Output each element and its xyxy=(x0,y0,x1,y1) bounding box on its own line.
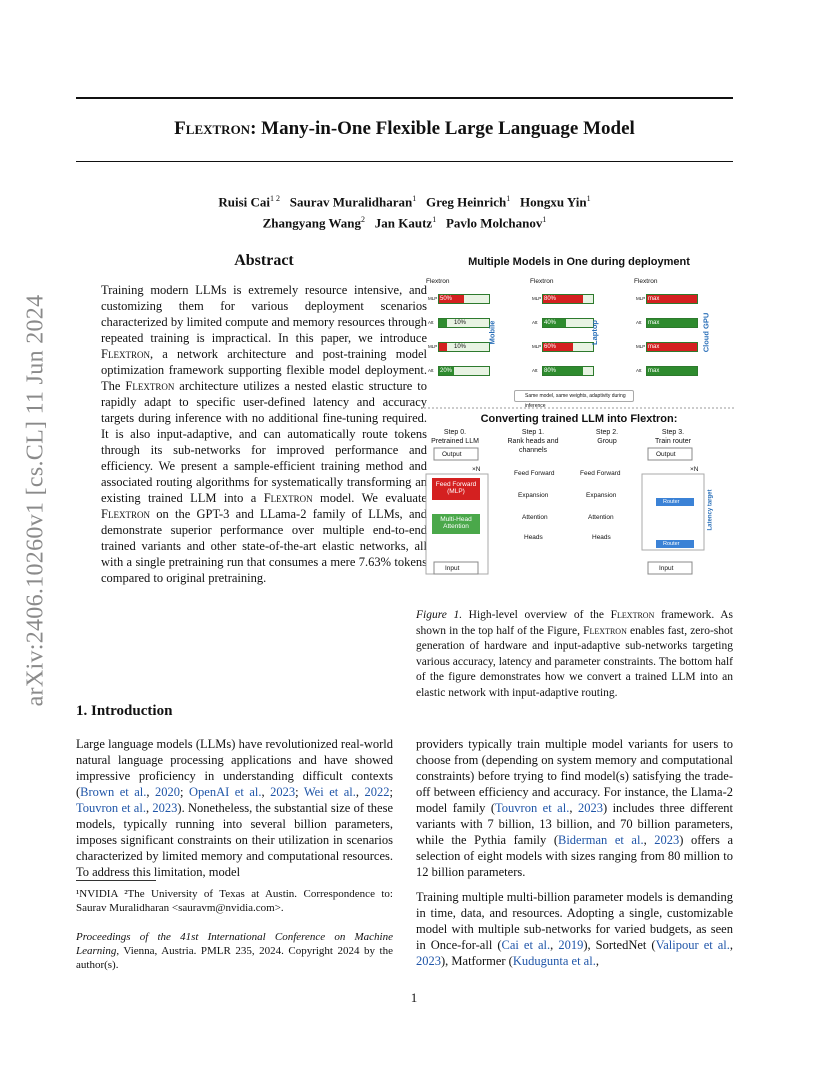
body-text: , xyxy=(643,833,655,847)
repeat-n-label: ×N xyxy=(690,466,699,473)
author-affiliation: 1 xyxy=(412,194,417,203)
arxiv-identifier xyxy=(6,220,66,780)
arxiv-id-text: arXiv:2406.10260v1 [cs.CL] 11 Jun 2024 xyxy=(22,294,49,706)
citation-link[interactable]: Brown et al. xyxy=(80,785,147,799)
capacity-value: 80% xyxy=(544,296,557,302)
body-text: ) offers a selection of eight models with sizes ranging from 80 million to 12 billion parameters. xyxy=(416,833,734,879)
abstract-flextron: Flextron xyxy=(101,347,150,361)
panel-row xyxy=(634,364,702,378)
intro-text: ; xyxy=(180,785,190,799)
title-top-rule xyxy=(76,97,733,99)
step-subtitle: Rank heads and channels xyxy=(507,438,559,454)
step-title: Step 3. xyxy=(661,429,685,436)
panel-row xyxy=(634,316,702,330)
citation-link[interactable]: 2022 xyxy=(364,785,390,799)
panel-label: Flextron xyxy=(530,278,554,285)
body-paragraph xyxy=(416,736,733,880)
paper-title xyxy=(76,118,733,140)
abstract-flextron: Flextron xyxy=(125,379,175,393)
row-tag: MLP xyxy=(428,296,438,301)
citation-link[interactable]: Touvron et al. xyxy=(76,801,146,815)
panel-row xyxy=(530,292,598,306)
abstract-flextron: Flextron xyxy=(101,507,150,521)
capacity-value: max xyxy=(648,320,660,326)
author-name: Hongxu Yin xyxy=(520,194,587,210)
body-text: providers typically train multiple model variants for users to choose from (depending on system memory and computational constraints) before trying to find model(s) satisfying the trade-off between efficiency and accuracy. For instance, the Llama-2 model family ( xyxy=(416,737,733,815)
citation-link[interactable]: Wei et al. xyxy=(303,785,356,799)
citation-link[interactable]: 2020 xyxy=(155,785,181,799)
body-text: , xyxy=(595,954,599,968)
abstract-text: model. We evaluate xyxy=(312,491,427,505)
intro-text: Large language models (LLMs) have revolutionized real-world natural language processing applications and have showed impressive proficiency in understanding difficult contexts ( xyxy=(76,737,393,799)
citation-link[interactable]: Kudugunta et al. xyxy=(512,954,596,968)
figure-bottom-title: Converting trained LLM into Flextron: xyxy=(480,413,678,425)
input-label: Input xyxy=(659,565,674,572)
author-name: Pavlo Molchanov xyxy=(445,215,543,231)
capacity-fill xyxy=(439,319,447,327)
step-title: Step 0. xyxy=(443,429,467,436)
figure-top-title: Multiple Models in One during deployment xyxy=(468,256,690,268)
author-name: Jan Kautz xyxy=(374,215,433,231)
body-text: ) includes three different variants with 7 billion, 13 billion, and 70 billion parameters, while the Pythia family ( xyxy=(416,801,733,847)
author-name: Zhangyang Wang xyxy=(262,215,362,231)
row-tag: MLP xyxy=(532,296,542,301)
panel-row xyxy=(426,340,494,354)
step-3 xyxy=(638,428,708,446)
capacity-value: 10% xyxy=(454,344,467,350)
panel-row xyxy=(634,292,702,306)
page-number: 1 xyxy=(410,990,418,1005)
router-label: Router xyxy=(663,541,680,547)
abstract-heading: Abstract xyxy=(234,252,294,269)
proceedings-venue: Proceedings of the 41st International Conference on Machine Learning xyxy=(76,931,393,957)
citation-link[interactable]: 2023 xyxy=(152,801,178,815)
row-tag: Att xyxy=(532,320,538,325)
caption-label: Figure 1. xyxy=(416,609,463,621)
proceedings-note xyxy=(76,930,393,972)
citation-link[interactable]: 2023 xyxy=(654,833,680,847)
row-tag: Att xyxy=(636,320,642,325)
flextron-panel xyxy=(634,278,702,410)
stack-box-step3 xyxy=(642,474,704,550)
intro-paragraph xyxy=(76,736,393,880)
abstract-text: architecture utilizes a nested elastic structure to rapidly adapt to specific user-defined latency and accuracy targets during inference with no additional fine-tuning required. It is also input-adaptive, and can automatically route tokens through its sub-networks for improved performance and efficiency. We present a sample-efficient training method and associated routing algorithms for systematically transforming an existing trained LLM into a xyxy=(101,379,427,505)
flextron-panel xyxy=(426,278,497,410)
caption-text: framework. As shown in the top half of the Figure, xyxy=(416,609,733,637)
capacity-value: 40% xyxy=(544,320,557,326)
author-list xyxy=(76,190,733,233)
capacity-value: 80% xyxy=(544,368,557,374)
figure-legend: Same model, same weights, adaptivity during inference xyxy=(514,390,634,402)
right-column-body xyxy=(416,736,733,969)
body-text: , xyxy=(550,938,559,952)
row-tag: Att xyxy=(636,368,642,373)
step-subtitle: Pretrained LLM xyxy=(431,438,479,445)
caption-text: enables fast, zero-shot generation of hardware and input-adaptive sub-networks targeting various accuracy, latency and parameter constraints. The bottom half of the figure demonstrates how we convert a trained LLM into an elastic network with input-adaptive routing. xyxy=(416,624,733,699)
intro-text: ; xyxy=(295,785,304,799)
attention-label: Attention xyxy=(522,514,548,521)
body-text: Training multiple multi-billion parameter models is demanding in time, data, and resources. Adopting a single, customizable model with multiple sub-networks for varied budgets, as seen in Once-for-all ( xyxy=(416,890,733,952)
author-name: Saurav Muralidharan xyxy=(289,194,413,210)
panel-row xyxy=(426,316,494,330)
caption-flextron: Flextron xyxy=(583,624,627,637)
abstract-body xyxy=(101,282,427,586)
row-tag: MLP xyxy=(532,344,542,349)
step-title: Step 1. xyxy=(521,429,545,436)
heads-label: Heads xyxy=(592,534,611,541)
step-title: Step 2. xyxy=(595,429,619,436)
author-name: Ruisi Cai xyxy=(218,194,271,210)
capacity-value: 10% xyxy=(454,320,467,326)
capacity-value: max xyxy=(648,296,660,302)
output-label: Output xyxy=(442,451,462,458)
device-label: Mobile xyxy=(487,320,497,345)
panel-row xyxy=(530,364,598,378)
author-affiliation: 1 xyxy=(506,194,511,203)
latency-target-label: Latency target xyxy=(707,489,714,531)
capacity-fill xyxy=(439,343,447,351)
intro-text: , xyxy=(261,785,271,799)
author-affiliation: 1 xyxy=(432,215,437,225)
abstract-text: , a network architecture and post-training model optimization framework supporting flexible model deployment. The xyxy=(101,347,427,393)
figure-caption xyxy=(416,608,733,701)
ffn-label: Feed Forward (MLP) xyxy=(435,481,477,495)
caption-flextron: Flextron xyxy=(610,609,655,621)
citation-link[interactable]: 2023 xyxy=(270,785,296,799)
citation-link[interactable]: Touvron et al. xyxy=(495,801,570,815)
router-label: Router xyxy=(663,499,680,505)
step-0 xyxy=(420,428,490,446)
row-tag: MLP xyxy=(428,344,438,349)
heads-label: Heads xyxy=(524,534,543,541)
body-text: ), SortedNet ( xyxy=(583,938,656,952)
row-tag: Att xyxy=(428,320,434,325)
body-text: , xyxy=(569,801,578,815)
panel-row xyxy=(634,340,702,354)
intro-text: , xyxy=(145,801,153,815)
proceedings-rest: , Vienna, Austria. PMLR 235, 2024. Copyright 2024 by the author(s). xyxy=(76,945,393,971)
author-affiliation: 1 xyxy=(586,194,591,203)
step-subtitle: Train router xyxy=(655,438,691,445)
author-affiliation: 2 xyxy=(361,215,366,225)
device-label: Cloud GPU xyxy=(701,312,711,353)
panel-row xyxy=(426,292,494,306)
row-tag: Att xyxy=(428,368,434,373)
title-rest: : Many-in-One Flexible Large Language Model xyxy=(250,118,635,139)
citation-link[interactable]: 2023 xyxy=(416,954,441,968)
caption-text: High-level overview of the xyxy=(462,609,611,621)
author-line-1 xyxy=(76,190,733,211)
abstract-text: Training modern LLMs is extremely resource intensive, and customizing them for various deployment scenarios characterized by limited compute and memory resources through repeated training is impractical. In this paper, we introduce xyxy=(101,283,427,345)
body-text: , xyxy=(729,938,734,952)
body-text: ), Matformer ( xyxy=(441,954,513,968)
panel-label: Flextron xyxy=(634,278,658,285)
feed-forward-label: Feed Forward xyxy=(580,470,621,477)
output-label: Output xyxy=(656,451,676,458)
section-heading-introduction: 1. Introduction xyxy=(76,703,173,719)
panel-row xyxy=(530,340,598,354)
intro-text: , xyxy=(146,785,156,799)
input-label: Input xyxy=(445,565,460,572)
citation-link[interactable]: Cai et al. xyxy=(501,938,551,952)
citation-link[interactable]: 2023 xyxy=(577,801,603,815)
abstract-flextron: Flextron xyxy=(263,491,313,505)
author-name: Greg Heinrich xyxy=(425,194,507,210)
expansion-label: Expansion xyxy=(518,492,549,499)
repeat-n-label: ×N xyxy=(472,466,481,473)
intro-text: ; xyxy=(389,785,394,799)
panel-label: Flextron xyxy=(426,278,450,285)
author-affiliation: 1 xyxy=(542,215,547,225)
citation-link[interactable]: 2019 xyxy=(558,938,584,952)
row-tag: Att xyxy=(532,368,538,373)
abstract-text: on the GPT-3 and LLama-2 family of LLMs, and demonstrate superior performance over multiple end-to-end trained variants and other state-of-the-art elastic networks, all with a single pretraining run that consumes a mere 7.63% tokens compared to original pretraining. xyxy=(101,507,427,585)
capacity-value: 60% xyxy=(544,344,557,350)
citation-link[interactable]: Biderman et al. xyxy=(558,833,644,847)
device-label: Laptop xyxy=(590,320,599,345)
row-tag: MLP xyxy=(636,344,646,349)
row-tag: MLP xyxy=(636,296,646,301)
step-2 xyxy=(572,428,642,446)
attention-label: Attention xyxy=(588,514,614,521)
feed-forward-label: Feed Forward xyxy=(514,470,555,477)
body-paragraph xyxy=(416,889,733,969)
capacity-value: max xyxy=(648,344,660,350)
citation-link[interactable]: Valipour et al. xyxy=(655,938,730,952)
title-bottom-rule xyxy=(76,161,733,162)
panel-row xyxy=(426,364,494,378)
affiliation-footnote: ¹NVIDIA ²The University of Texas at Austin. Correspondence to: Saurav Muralidharan <sauravm@nvidia.com>. xyxy=(76,888,393,914)
figure-1 xyxy=(420,252,738,592)
footnote-rule xyxy=(76,880,156,881)
author-line-2 xyxy=(76,211,733,232)
step-subtitle: Group xyxy=(597,438,617,445)
capacity-value: 50% xyxy=(440,296,453,302)
capacity-value: max xyxy=(648,368,660,374)
expansion-label: Expansion xyxy=(586,492,617,499)
author-affiliation: 1 2 xyxy=(270,194,281,203)
panel-row xyxy=(530,316,598,330)
intro-text: , xyxy=(355,785,365,799)
step-1 xyxy=(498,428,568,455)
capacity-value: 20% xyxy=(440,368,453,374)
mha-label: Multi-Head Attention xyxy=(440,516,472,530)
intro-text: ). Nonetheless, the substantial size of these models, typically running into several billion parameters, imposes significant constraints on their utilization in scenarios characterized by limited memory and computational resources. To address this limitation, model xyxy=(76,801,394,879)
citation-link[interactable]: OpenAI et al. xyxy=(189,785,262,799)
title-flextron: Flextron xyxy=(174,118,251,139)
